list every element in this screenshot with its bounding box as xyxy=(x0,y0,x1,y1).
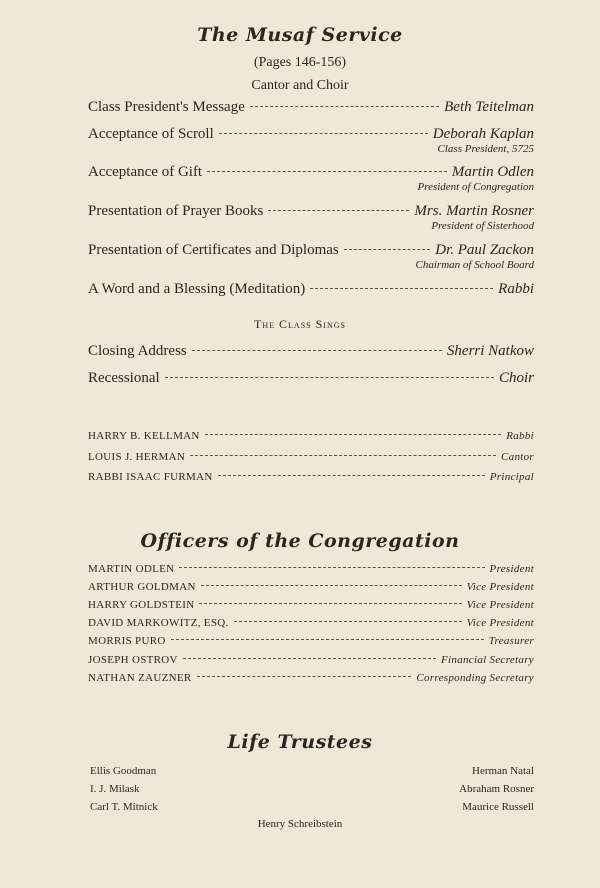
officer-title: Vice President xyxy=(466,599,534,611)
officer-name: JOSEPH OSTROV xyxy=(88,654,178,666)
class-sings: The Class Sings xyxy=(254,317,346,331)
musaf-title: The Musaf Service xyxy=(197,24,403,46)
trustee-name: Abraham Rosner xyxy=(459,783,534,795)
leader-dots xyxy=(310,288,493,289)
closing-name: Choir xyxy=(498,370,534,386)
program-row xyxy=(88,242,534,259)
program-name: Mrs. Martin Rosner xyxy=(414,203,534,219)
leader-dots xyxy=(250,106,439,107)
clergy-name: HARRY B. KELLMAN xyxy=(88,430,200,442)
closing-row xyxy=(88,343,534,360)
program-name: Martin Odlen xyxy=(451,164,534,180)
program-row xyxy=(88,281,534,298)
program-item: Acceptance of Scroll xyxy=(88,126,214,142)
clergy-row xyxy=(88,430,534,442)
program-item: Presentation of Certificates and Diplomas xyxy=(88,242,339,258)
leader-dots xyxy=(201,585,462,586)
program-name: Deborah Kaplan xyxy=(432,126,534,142)
clergy-name: RABBI ISAAC FURMAN xyxy=(88,471,213,483)
clergy-title: Principal xyxy=(489,471,534,483)
leader-dots xyxy=(197,676,412,677)
program-role: Chairman of School Board xyxy=(415,259,534,271)
trustees-title: Life Trustees xyxy=(227,731,373,753)
leader-dots xyxy=(268,210,409,211)
program-item: Class President's Message xyxy=(88,99,245,115)
program-name: Dr. Paul Zackon xyxy=(435,242,534,258)
officer-name: MORRIS PURO xyxy=(88,635,166,647)
leader-dots xyxy=(205,434,502,435)
program-item: Presentation of Prayer Books xyxy=(88,203,264,219)
officer-name: MARTIN ODLEN xyxy=(88,563,175,575)
program-row xyxy=(88,99,534,116)
clergy-title: Rabbi xyxy=(506,430,534,442)
officer-name: DAVID MARKOWITZ, ESQ. xyxy=(88,617,229,629)
pages-note: (Pages 146-156) xyxy=(253,55,347,70)
trustee-name: Ellis Goodman xyxy=(90,765,157,777)
program-role: Class President, 5725 xyxy=(437,143,534,155)
officer-name: NATHAN ZAUZNER xyxy=(88,672,192,684)
trustee-name: Maurice Russell xyxy=(462,801,534,813)
cantor-choir: Cantor and Choir xyxy=(251,78,349,93)
closing-item: Recessional xyxy=(88,370,160,386)
officer-row xyxy=(88,672,534,684)
program-row xyxy=(88,203,534,220)
officer-row xyxy=(88,617,534,629)
program-name: Beth Teitelman xyxy=(444,99,534,115)
clergy-row xyxy=(88,451,534,463)
officer-title: Treasurer xyxy=(488,635,534,647)
leader-dots xyxy=(179,567,484,568)
program-item: Acceptance of Gift xyxy=(88,164,203,180)
closing-name: Sherri Natkow xyxy=(446,343,534,359)
officer-name: HARRY GOLDSTEIN xyxy=(88,599,195,611)
program-row xyxy=(88,164,534,181)
trustee-name: Herman Natal xyxy=(472,765,534,777)
leader-dots xyxy=(183,658,436,659)
leader-dots xyxy=(219,133,428,134)
leader-dots xyxy=(218,475,485,476)
officer-row xyxy=(88,635,534,647)
officer-title: Financial Secretary xyxy=(441,654,534,666)
officer-title: President xyxy=(489,563,534,575)
officer-row xyxy=(88,563,534,575)
program-row xyxy=(88,126,534,143)
leader-dots xyxy=(165,377,494,378)
leader-dots xyxy=(234,621,462,622)
program-role: President of Sisterhood xyxy=(431,220,534,232)
officers-title: Officers of the Congregation xyxy=(140,530,460,552)
closing-row xyxy=(88,370,534,387)
officer-title: Vice President xyxy=(466,617,534,629)
officer-name: ARTHUR GOLDMAN xyxy=(88,581,196,593)
closing-item: Closing Address xyxy=(88,343,187,359)
leader-dots xyxy=(190,455,496,456)
program-item: A Word and a Blessing (Meditation) xyxy=(88,281,306,297)
clergy-name: LOUIS J. HERMAN xyxy=(88,451,186,463)
leader-dots xyxy=(199,603,461,604)
leader-dots xyxy=(207,171,447,172)
program-role: President of Congregation xyxy=(417,181,534,193)
trustee-name: I. J. Milask xyxy=(90,783,140,795)
leader-dots xyxy=(192,350,442,351)
trustee-name: Carl T. Mitnick xyxy=(90,801,158,813)
officer-title: Corresponding Secretary xyxy=(416,672,534,684)
officer-row xyxy=(88,599,534,611)
program-name: Rabbi xyxy=(498,281,534,297)
officer-row xyxy=(88,581,534,593)
officer-row xyxy=(88,654,534,666)
officer-title: Vice President xyxy=(466,581,534,593)
leader-dots xyxy=(344,249,430,250)
clergy-row xyxy=(88,471,534,483)
leader-dots xyxy=(171,639,484,640)
trustee-name: Henry Schreibstein xyxy=(257,818,343,830)
clergy-title: Cantor xyxy=(501,451,534,463)
